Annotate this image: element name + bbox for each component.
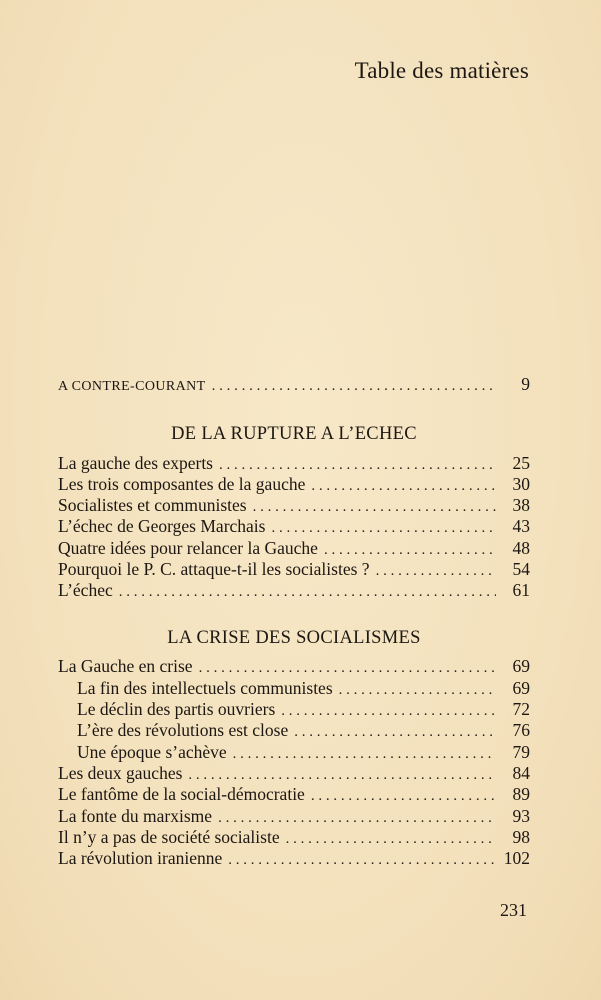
entry-title: Les trois composantes de la gauche xyxy=(58,474,306,494)
entry-title: Une époque s’achève xyxy=(77,742,227,762)
entry-page-number: 102 xyxy=(503,848,530,868)
entry-title: L’échec de Georges Marchais xyxy=(58,516,266,536)
entry-title: Le déclin des partis ouvriers xyxy=(77,699,276,719)
section-heading-crise: LA CRISE DES SOCIALISMES xyxy=(167,628,421,648)
entry-page-number: 69 xyxy=(512,656,530,676)
entry-title: Quatre idées pour relancer la Gauche xyxy=(58,538,318,558)
entry-page-number: 54 xyxy=(512,559,530,579)
dot-leader xyxy=(311,785,496,807)
toc-subentry xyxy=(77,719,530,743)
entry-title: L’échec xyxy=(58,580,113,600)
entry-page-number: 84 xyxy=(512,763,530,783)
entry-page-number: 25 xyxy=(512,453,530,473)
entry-title: Pourquoi le P. C. attaque-t-il les socialistes ? xyxy=(58,559,370,579)
entry-page-number: 89 xyxy=(512,784,530,804)
entry-page-number: 9 xyxy=(521,374,530,394)
entry-title: Socialistes et communistes xyxy=(58,495,247,515)
section-heading-rupture: DE LA RUPTURE A L’ECHEC xyxy=(171,424,417,444)
entry-page-number: 79 xyxy=(512,742,530,762)
dot-leader xyxy=(119,581,496,603)
toc-entry xyxy=(58,847,530,871)
dot-leader xyxy=(228,849,496,871)
entry-title: La Gauche en crise xyxy=(58,656,193,676)
page-title: Table des matières xyxy=(354,58,529,83)
toc-entry xyxy=(58,783,530,807)
entry-page-number: 69 xyxy=(512,678,530,698)
entry-page-number: 72 xyxy=(512,699,530,719)
toc-entry xyxy=(58,579,530,603)
entry-title: Il n’y a pas de société socialiste xyxy=(58,827,280,847)
entry-title: La fonte du marxisme xyxy=(58,806,213,826)
toc-entry-intro xyxy=(58,373,530,398)
dot-leader xyxy=(294,721,496,743)
entry-title: Les deux gauches xyxy=(58,763,183,783)
entry-page-number: 61 xyxy=(512,580,530,600)
entry-title: Le fantôme de la social-démocratie xyxy=(58,784,305,804)
entry-title: La gauche des experts xyxy=(58,453,213,473)
entry-title: A CONTRE-COURANT xyxy=(58,379,206,394)
page-folio-number: 231 xyxy=(500,900,527,920)
dot-leader xyxy=(212,375,496,397)
entry-page-number: 38 xyxy=(512,495,530,515)
toc-entry xyxy=(58,655,530,679)
entry-page-number: 98 xyxy=(512,827,530,847)
entry-title: La fin des intellectuels communistes xyxy=(77,678,333,698)
entry-page-number: 43 xyxy=(512,516,530,536)
entry-page-number: 76 xyxy=(512,720,530,740)
dot-leader xyxy=(271,517,496,539)
toc-entry xyxy=(58,515,530,539)
dot-leader xyxy=(199,657,496,679)
entry-page-number: 93 xyxy=(512,806,530,826)
entry-title: L’ère des révolutions est close xyxy=(77,720,289,740)
entry-page-number: 30 xyxy=(512,474,530,494)
entry-page-number: 48 xyxy=(512,538,530,558)
entry-title: La révolution iranienne xyxy=(58,848,223,868)
